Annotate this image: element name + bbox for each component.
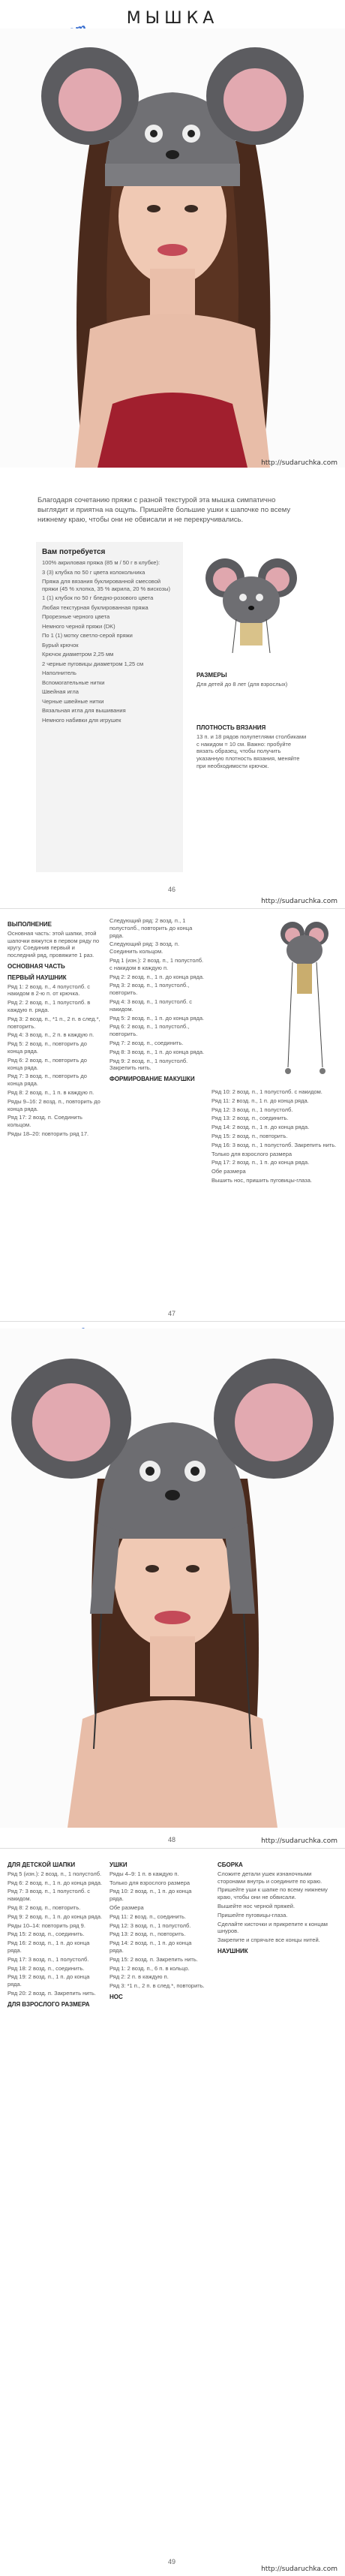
instruction-row: Ряд 11: 2 возд. п., 1 п. до конца ряда. (212, 1097, 309, 1104)
materials-list (42, 559, 177, 724)
instruction-row: Ряд 14: 2 возд. п., 1 п. до конца ряда. (212, 1124, 310, 1131)
instruction-row: Обе размера (110, 1903, 144, 1911)
instruction-row: Ряд 8: 2 возд. п., повторить. (8, 1903, 81, 1911)
column-2 (110, 917, 206, 1085)
instruction-row: Ряд 1: 2 возд. п., 6 п. в кольцо. (110, 1964, 190, 1972)
instruction-row: Ряд 19: 2 возд. п., 1 п. до конца ряда. (8, 1973, 90, 1988)
instruction-row: Ряд 2: 2 возд. п., 1 п. до конца ряда. (110, 973, 205, 980)
heading-first-rows: ПЕРВЫЙ НАУШНИК (8, 974, 67, 981)
instruction-row: Ряды 10–14: повторить ряд 9. (8, 1921, 86, 1929)
instruction-row: Ряд 1 (изн.): 2 возд. п., 1 полустолб. с накидом в каждую п. (110, 956, 204, 971)
heading-assembly: СБОРКА (218, 1861, 243, 1868)
instruction-row: Сделайте кисточки и прикрепите к концам шнуров. (218, 1920, 328, 1935)
heading-child: ДЛЯ ДЕТСКОЙ ШАПКИ (8, 1861, 76, 1868)
heading-adult: ДЛЯ ВЗРОСЛОГО РАЗМЕРА (8, 2000, 90, 2008)
heading-main: ОСНОВНАЯ ЧАСТЬ (8, 962, 65, 970)
heading-ears: УШКИ (110, 1861, 128, 1868)
instruction-row: Обе размера (212, 1168, 246, 1175)
instruction-row: Ряд 17: 3 возд. п., 1 полустолб. (8, 1955, 89, 1963)
instruction-row: Ряд 10: 2 возд. п., 1 полустолб. с накидом. (212, 1088, 322, 1095)
instruction-row: Ряд 15: 2 возд. п., соединить. (8, 1930, 85, 1938)
instruction-row: Ряд 16: 3 возд. п., 1 полустолб. Закрепить нить. (212, 1141, 337, 1148)
instruction-row: Вышить нос, пришить пуговицы-глаза. (212, 1176, 312, 1184)
instruction-row: Ряд 6: 2 возд. п., 1 полустолб., повторить. (110, 1023, 190, 1038)
instruction-row: Ряд 6: 2 возд. п., повторить до конца ряда. (8, 1056, 87, 1071)
instruction-row: Ряд 10: 2 возд. п., 1 п. до конца ряда. (110, 1888, 192, 1903)
instruction-row: Пришейте пуговицы-глаза. (218, 1911, 288, 1918)
instruction-row: Только для взрослого размера (110, 1879, 190, 1886)
material-item: Пряжа для вязания буклированной смесовой пряжи (45 % хлопка, 35 % акрила, 20 % вискозы) (42, 578, 170, 592)
instruction-row: Ряды 4–9: 1 п. в каждую п. (110, 1870, 179, 1877)
material-item: Немного набивки для игрушек (42, 716, 122, 724)
material-item: 1 (1) клубок по 50 г бледно-розового цвета (42, 594, 154, 601)
instruction-row: Ряд 2: 2 п. в каждую п. (110, 1973, 169, 1981)
instruction-row: Ряд 15: 2 возд. п., повторить. (212, 1132, 288, 1139)
column-1 (8, 917, 104, 1139)
mouse-hat-side-photo (270, 917, 338, 1082)
instruction-row: Ряд 7: 2 возд. п., соединить. (110, 1039, 184, 1046)
source-url: http://sudaruchka.com (261, 459, 338, 467)
page-number: 48 (168, 1836, 176, 1843)
instruction-row: Следующий ряд: 3 возд. п. Соединить кольцом. (110, 940, 180, 955)
instruction-row: Следующий ряд: 2 возд. п., 1 полустолб., повторить до конца ряда. (110, 917, 193, 939)
col1-intro: Основная часть: этой шапки, этой шапочки вяжутся в первом ряду по кругу. Соединив первый и последний ряд, провяжите 1 раз. (8, 929, 100, 959)
instruction-row: Ряд 1: 2 возд. п., 4 полустолб. с накидом в 2-ю п. от крючка. (8, 983, 91, 998)
instruction-row: Ряд 5: 2 возд. п., повторить до конца ряда. (8, 1040, 87, 1055)
page-number: 49 (168, 2558, 176, 2565)
instruction-row: Ряд 14: 2 возд. п., 1 п. до конца ряда. (110, 1940, 192, 1954)
material-item: Вспомогательные нитки (42, 679, 105, 686)
instruction-row: Закрепите и спрячьте все концы нитей. (218, 1937, 320, 1944)
instruction-row: Ряд 12: 3 возд. п., 1 полустолб. (110, 1921, 191, 1929)
instruction-row: Ряд 7: 3 возд. п., 1 полустолб. с накидом. (8, 1888, 91, 1903)
source-url: http://sudaruchka.com (261, 1837, 338, 1845)
material-item: Швейная игла (42, 688, 79, 695)
instruction-row: Вышейте нос черной пряжей. (218, 1902, 296, 1909)
instruction-row: Ряд 15: 2 возд. п. Закрепить нить. (110, 1955, 198, 1963)
material-item: 3 (3) клубка по 50 г цвета колокольчика (42, 568, 146, 576)
intro-paragraph: Благодаря сочетанию пряжи с разной текстурой эта мышка симпатично выглядит и приятна на ощупь. Пришейте большие ушки к шапочке по всему нижнему краю, чтобы они не обвисали и не перекручивались. (38, 495, 291, 524)
column-5 (110, 1858, 206, 2003)
material-item: Немного черной пряжи (DK) (42, 622, 116, 630)
instruction-row: Ряд 12: 3 возд. п., 1 полустолб. (212, 1106, 293, 1113)
instruction-row: Ряд 3: 2 возд. п., 1 полустолб., повторить. (110, 982, 190, 997)
instruction-row: Ряд 17: 2 возд. п., 1 п. до конца ряда. (212, 1159, 310, 1166)
instruction-row: Ряды 18–20: повторить ряд 17. (8, 1130, 89, 1137)
material-item: Наполнитель (42, 670, 76, 676)
page-title: МЫШКА (126, 9, 219, 28)
instruction-row: Ряд 4: 3 возд. п., 1 полустолб. с накидом. (110, 998, 193, 1013)
material-item: Черные швейные нитки (42, 697, 104, 705)
instruction-row: Пришейте уши к шапке по всему нижнему краю, чтобы они не обвисали. (218, 1886, 328, 1901)
material-item: По 1 (1) мотку светло-серой пряжи (42, 632, 133, 639)
instruction-row: Ряд 4: 3 возд. п., 2 п. в каждую п. (8, 1031, 94, 1039)
hero-photo-mouse-hat (0, 29, 345, 468)
instruction-row: Ряд 8: 2 возд. п., 1 п. в каждую п. (8, 1088, 94, 1096)
page-number: 47 (168, 1310, 176, 1317)
material-item: 2 черные пуговицы диаметром 1,25 см (42, 660, 144, 667)
heading-nose: НОС (110, 1993, 123, 2000)
instruction-row: Сложите детали ушек изнаночными сторонами внутрь и соедините по краю. (218, 1870, 322, 1885)
sizes-block (196, 668, 309, 690)
instruction-row: Ряд 7: 3 возд. п., повторить до конца ряда. (8, 1073, 87, 1088)
hero-photo-earflap-hat (0, 1329, 345, 1828)
column-3 (212, 1088, 338, 1186)
instruction-row: Ряд 20: 2 возд. п. Закрепить нить. (8, 1989, 96, 1997)
page-number: 46 (168, 886, 176, 893)
heading-execution: ВЫПОЛНЕНИЕ (8, 921, 52, 928)
heading-earflaps: ФОРМИРОВАНИЕ МАКУШКИ (110, 1076, 195, 1083)
material-item: Вязальная игла для вышивания (42, 707, 126, 714)
instruction-row: Ряд 3: 2 возд. п., *1 п., 2 п. в след.*, повторить. (8, 1015, 100, 1030)
column-4 (8, 1858, 104, 2010)
gauge-block (196, 721, 309, 772)
material-item: Прорезные черного цвета (42, 613, 110, 620)
instruction-row: Ряд 5 (изн.): 2 возд. п., 1 полустолб. (8, 1870, 102, 1877)
material-item: 100% акриловая пряжа (85 м / 50 г в клубке): (42, 559, 160, 566)
sizes-text: Для детей до 8 лет (для взрослых) (196, 680, 288, 688)
sizes-title: РАЗМЕРЫ (196, 672, 227, 679)
instruction-row: Только для взрослого размера (212, 1150, 292, 1157)
source-url: http://sudaruchka.com (261, 898, 338, 905)
mouse-hat-small-photo (195, 548, 308, 661)
source-url: http://sudaruchka.com (261, 2565, 338, 2573)
instruction-row: Ряд 17: 2 возд. п. Соединить кольцом. (8, 1114, 82, 1129)
materials-box (36, 542, 183, 872)
instruction-row: Ряд 18: 2 возд. п., соединить. (8, 1964, 85, 1972)
material-item: Бурый крючок (42, 641, 79, 649)
instruction-row: Ряд 9: 2 возд. п., 1 п. до конца ряда. (8, 1912, 103, 1920)
instruction-row: Ряды 9–16: 2 возд. п., повторить до конца ряда. (8, 1097, 100, 1112)
instruction-row: Ряд 13: 2 возд. п., соединить. (212, 1115, 289, 1122)
heading-earflap: НАУШНИК (218, 1947, 248, 1955)
instruction-row: Ряд 6: 2 возд. п., 1 п. до конца ряда. (8, 1879, 103, 1886)
materials-title: Вам потребуется (42, 548, 106, 556)
instruction-row: Ряд 13: 2 возд. п., повторить. (110, 1930, 186, 1938)
gauge-title: ПЛОТНОСТЬ ВЯЗАНИЯ (196, 724, 266, 731)
instruction-row: Ряд 9: 2 возд. п., 1 полустолб. Закрепить нить. (110, 1057, 188, 1072)
instruction-row: Ряд 3: *1 п., 2 п. в след.*, повторить. (110, 1982, 205, 1990)
material-item: Крючок диаметром 2,25 мм (42, 651, 114, 658)
column-6 (218, 1858, 338, 1957)
instruction-row: Ряд 8: 3 возд. п., 1 п. до конца ряда. (110, 1048, 205, 1055)
instruction-row: Ряд 2: 2 возд. п., 1 полустолб. в каждую п. ряда. (8, 999, 91, 1013)
instruction-row: Ряд 16: 2 возд. п., 1 п. до конца ряда. (8, 1940, 90, 1954)
instruction-row: Ряд 5: 2 возд. п., 1 п. до конца ряда. (110, 1014, 205, 1022)
gauge-text: 13 п. и 18 рядов полупетлями столбиками с накидом = 10 см. Важно: пробуйте вязать образец, чтобы получить указанную плотность вязания, меняйте при необходимости крючок. (196, 733, 307, 769)
instruction-row: Ряд 11: 2 возд. п., соединить. (110, 1912, 186, 1920)
material-item: Любая текстурная буклированная пряжа (42, 603, 148, 611)
